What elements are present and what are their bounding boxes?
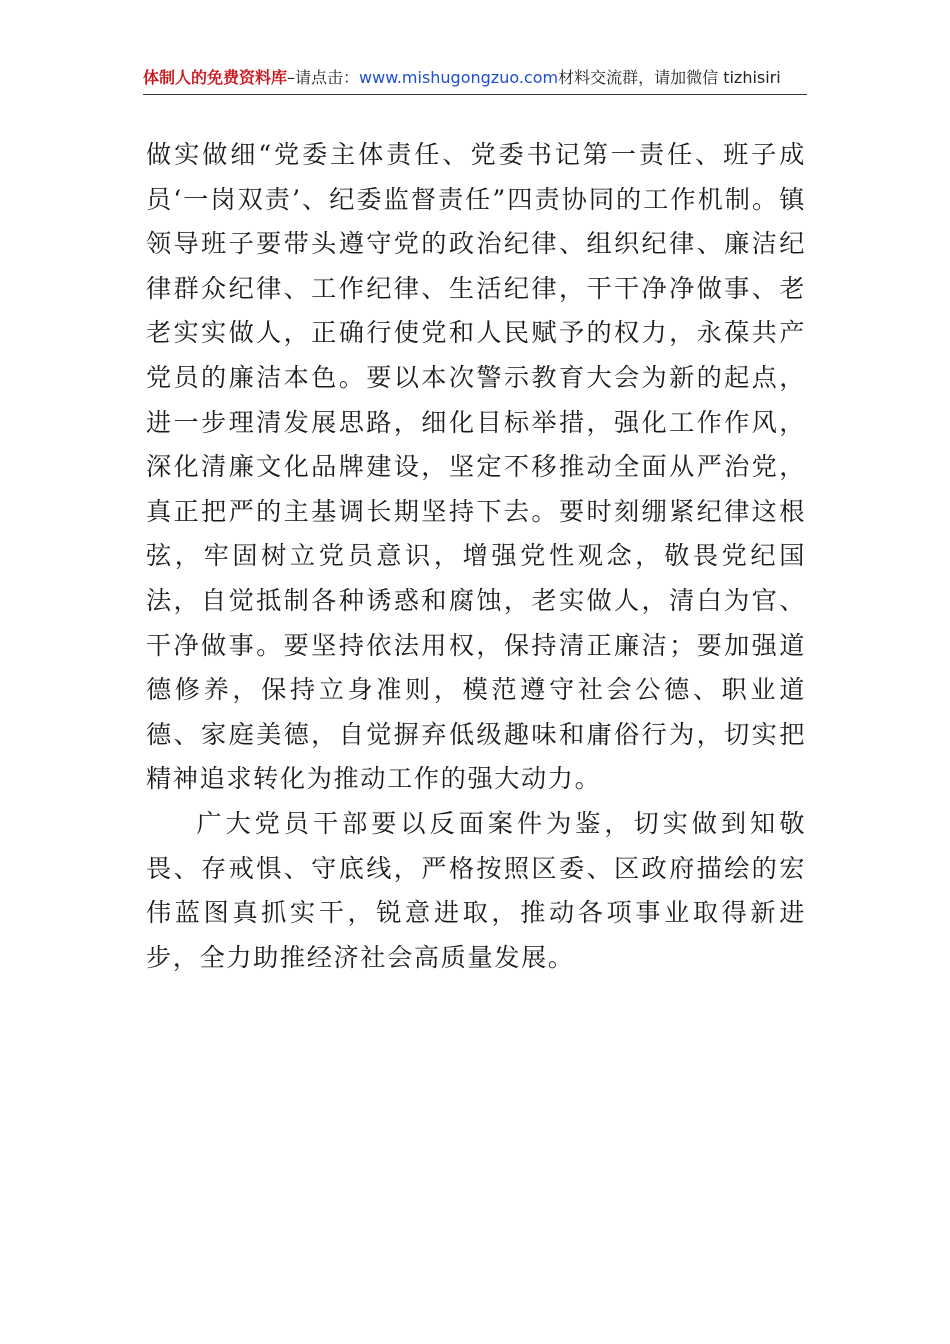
header-link[interactable]: www.mishugongzuo.com xyxy=(359,68,559,87)
page-header xyxy=(143,66,807,95)
header-brand: 体制人的免费资料库 xyxy=(143,68,288,87)
document-body xyxy=(146,133,806,980)
paragraph-2: 广大党员干部要以反面案件为鉴，切实做到知敬畏、存戒惧、守底线，严格按照区委、区政府描绘的宏伟蓝图真抓实干，锐意进取，推动各项事业取得新进步，全力助推经济社会高质量发展。 xyxy=(146,808,806,972)
header-prompt: –请点击： xyxy=(287,68,360,87)
paragraph-1: 做实做细“党委主体责任、党委书记第一责任、班子成员‘一岗双责’、纪委监督责任”四责协同的工作机制。镇领导班子要带头遵守党的政治纪律、组织纪律、廉洁纪律群众纪律、工作纪律、生活纪律，干干净净做事、老老实实做人，正确行使党和人民赋予的权力，永葆共产党员的廉洁本色。要以本次警示教育大会为新的起点，进一步理清发展思路，细化目标举措，强化工作作风，深化清廉文化品牌建设，坚定不移推动全面从严治党，真正把严的主基调长期坚持下去。要时刻绷紧纪律这根弦，牢固树立党员意识，增强党性观念，敬畏党纪国法，自觉抵制各种诱惑和腐蚀，老实做人，清白为官、干净做事。要坚持依法用权，保持清正廉洁；要加强道德修养，保持立身准则，模范遵守社会公德、职业道德、家庭美德，自觉摒弃低级趣味和庸俗行为，切实把精神追求转化为推动工作的强大动力。 xyxy=(146,140,806,794)
header-contact: 材料交流群，请加微信 tizhisiri xyxy=(558,68,781,87)
